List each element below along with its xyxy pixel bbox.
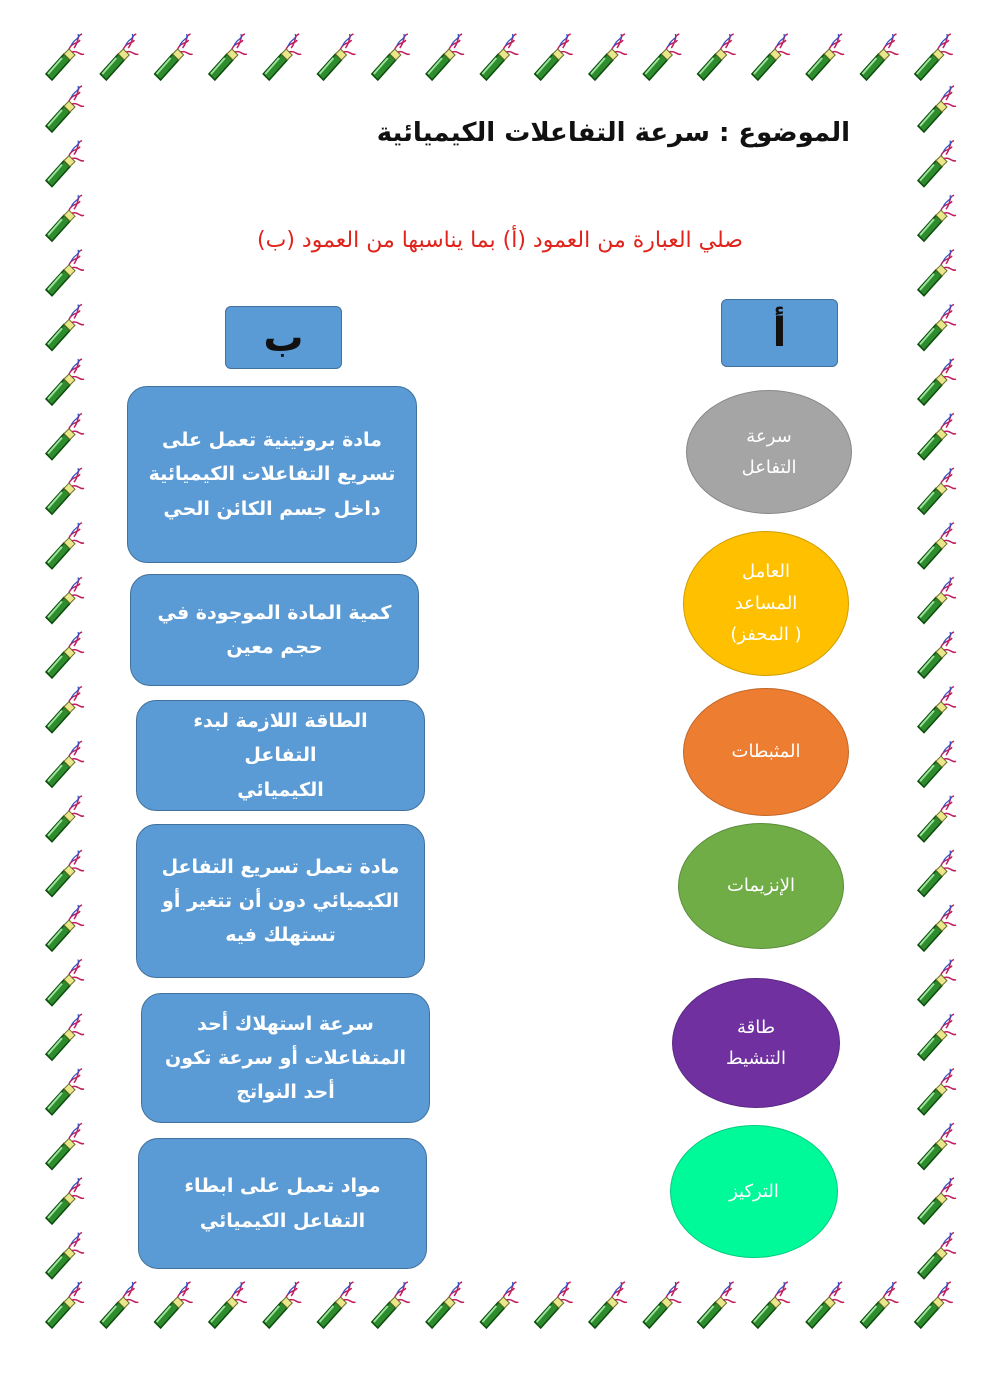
bottle-icon — [46, 1178, 84, 1224]
bottle-icon — [698, 1282, 736, 1328]
bottle-icon — [318, 34, 356, 80]
bottle-icon — [806, 34, 844, 80]
column-b-header: ب — [225, 306, 342, 369]
column-a-header: أ — [721, 299, 838, 367]
bottle-icon — [918, 741, 956, 787]
definition-text: مواد تعمل على ابطاء التفاعل الكيميائي — [184, 1175, 381, 1232]
bottle-icon — [46, 250, 84, 296]
bottle-icon — [46, 1123, 84, 1169]
bottle-icon — [918, 86, 956, 132]
term-activation-energy[interactable] — [672, 978, 840, 1108]
bottle-icon — [209, 1282, 247, 1328]
bottle-icon — [46, 577, 84, 623]
term-inhibitors[interactable] — [683, 688, 849, 816]
bottle-icon — [806, 1282, 844, 1328]
bottle-icon — [155, 1282, 193, 1328]
bottle-icon — [918, 687, 956, 733]
bottle-icon — [918, 632, 956, 678]
bottle-icon — [46, 905, 84, 951]
bottle-icon — [46, 632, 84, 678]
bottle-icon — [915, 34, 953, 80]
bottle-icon — [46, 359, 84, 405]
bottle-icon — [46, 86, 84, 132]
term-concentration[interactable] — [670, 1125, 838, 1258]
bottle-icon — [426, 1282, 464, 1328]
bottle-icon — [918, 250, 956, 296]
bottle-icon — [46, 1014, 84, 1060]
bottle-icon — [918, 850, 956, 896]
bottle-icon — [155, 34, 193, 80]
bottle-icon — [589, 1282, 627, 1328]
bottle-icon — [100, 34, 138, 80]
bottle-icon — [318, 1282, 356, 1328]
bottle-icon — [46, 796, 84, 842]
page-title: الموضوع : سرعة التفاعلات الكيميائية — [376, 118, 850, 148]
bottle-icon — [752, 1282, 790, 1328]
bottle-icon — [918, 577, 956, 623]
definition-box[interactable] — [136, 700, 425, 811]
term-label: العامل المساعد ( المحفز) — [730, 561, 802, 646]
bottle-icon — [263, 1282, 301, 1328]
term-label: المثبطات — [731, 741, 801, 763]
term-label: طاقة التنشيط — [726, 1016, 786, 1069]
bottle-icon — [918, 1069, 956, 1115]
bottle-icon — [372, 34, 410, 80]
bottle-icon — [918, 359, 956, 405]
definition-box[interactable] — [141, 993, 430, 1123]
bottle-icon — [918, 468, 956, 514]
bottle-icon — [918, 1233, 956, 1279]
bottle-icon — [263, 34, 301, 80]
bottle-icon — [46, 1233, 84, 1279]
definition-text: كمية المادة الموجودة في حجم معين — [157, 601, 392, 658]
bottle-icon — [46, 687, 84, 733]
bottle-icon — [918, 960, 956, 1006]
term-enzymes[interactable] — [678, 823, 844, 949]
bottle-icon — [752, 34, 790, 80]
bottle-icon — [918, 905, 956, 951]
definition-text: مادة بروتينية تعمل على تسريع التفاعلات الكيميائية داخل جسم الكائن الحي — [148, 429, 396, 520]
bottle-icon — [46, 523, 84, 569]
bottle-icon — [918, 523, 956, 569]
bottle-icon — [915, 1282, 953, 1328]
definition-text: الطاقة اللازمة لبدء التفاعل الكيميائي — [193, 710, 368, 801]
bottle-icon — [46, 304, 84, 350]
bottle-icon — [535, 1282, 573, 1328]
bottle-icon — [918, 1178, 956, 1224]
bottle-icon — [698, 34, 736, 80]
bottle-icon — [535, 34, 573, 80]
bottle-icon — [46, 468, 84, 514]
term-label: سرعة التفاعل — [741, 425, 797, 478]
bottle-icon — [209, 34, 247, 80]
bottle-icon — [46, 960, 84, 1006]
bottle-icon — [643, 34, 681, 80]
bottle-icon — [918, 141, 956, 187]
definition-box[interactable] — [138, 1138, 427, 1269]
definition-box[interactable] — [127, 386, 417, 563]
definition-box[interactable] — [136, 824, 425, 978]
term-catalyst[interactable] — [683, 531, 849, 676]
bottle-icon — [46, 1282, 84, 1328]
bottle-icon — [100, 1282, 138, 1328]
bottle-icon — [46, 850, 84, 896]
bottle-icon — [918, 1123, 956, 1169]
bottle-icon — [861, 1282, 899, 1328]
bottle-icon — [372, 1282, 410, 1328]
bottle-icon — [46, 1069, 84, 1115]
bottle-icon — [918, 1014, 956, 1060]
instruction-text: صلي العبارة من العمود (أ) بما يناسبها من العمود (ب) — [257, 228, 743, 253]
bottle-icon — [480, 34, 518, 80]
definition-text: سرعة استهلاك أحد المتفاعلات أو سرعة تكون أحد النواتج — [165, 1012, 406, 1104]
bottle-icon — [861, 34, 899, 80]
bottle-icon — [426, 34, 464, 80]
bottle-icon — [46, 34, 84, 80]
bottle-icon — [918, 304, 956, 350]
bottle-icon — [643, 1282, 681, 1328]
bottle-icon — [918, 414, 956, 460]
definition-box[interactable] — [130, 574, 419, 686]
bottle-icon — [589, 34, 627, 80]
bottle-icon — [46, 141, 84, 187]
definition-text: مادة تعمل تسريع التفاعل الكيميائي دون أن تتغير أو تستهلك فيه — [161, 855, 400, 947]
bottle-icon — [918, 796, 956, 842]
term-label: التركيز — [729, 1180, 779, 1202]
bottle-icon — [480, 1282, 518, 1328]
term-label: الإنزيمات — [726, 875, 796, 897]
term-reaction-rate[interactable] — [686, 390, 852, 514]
bottle-icon — [46, 414, 84, 460]
bottle-icon — [46, 741, 84, 787]
